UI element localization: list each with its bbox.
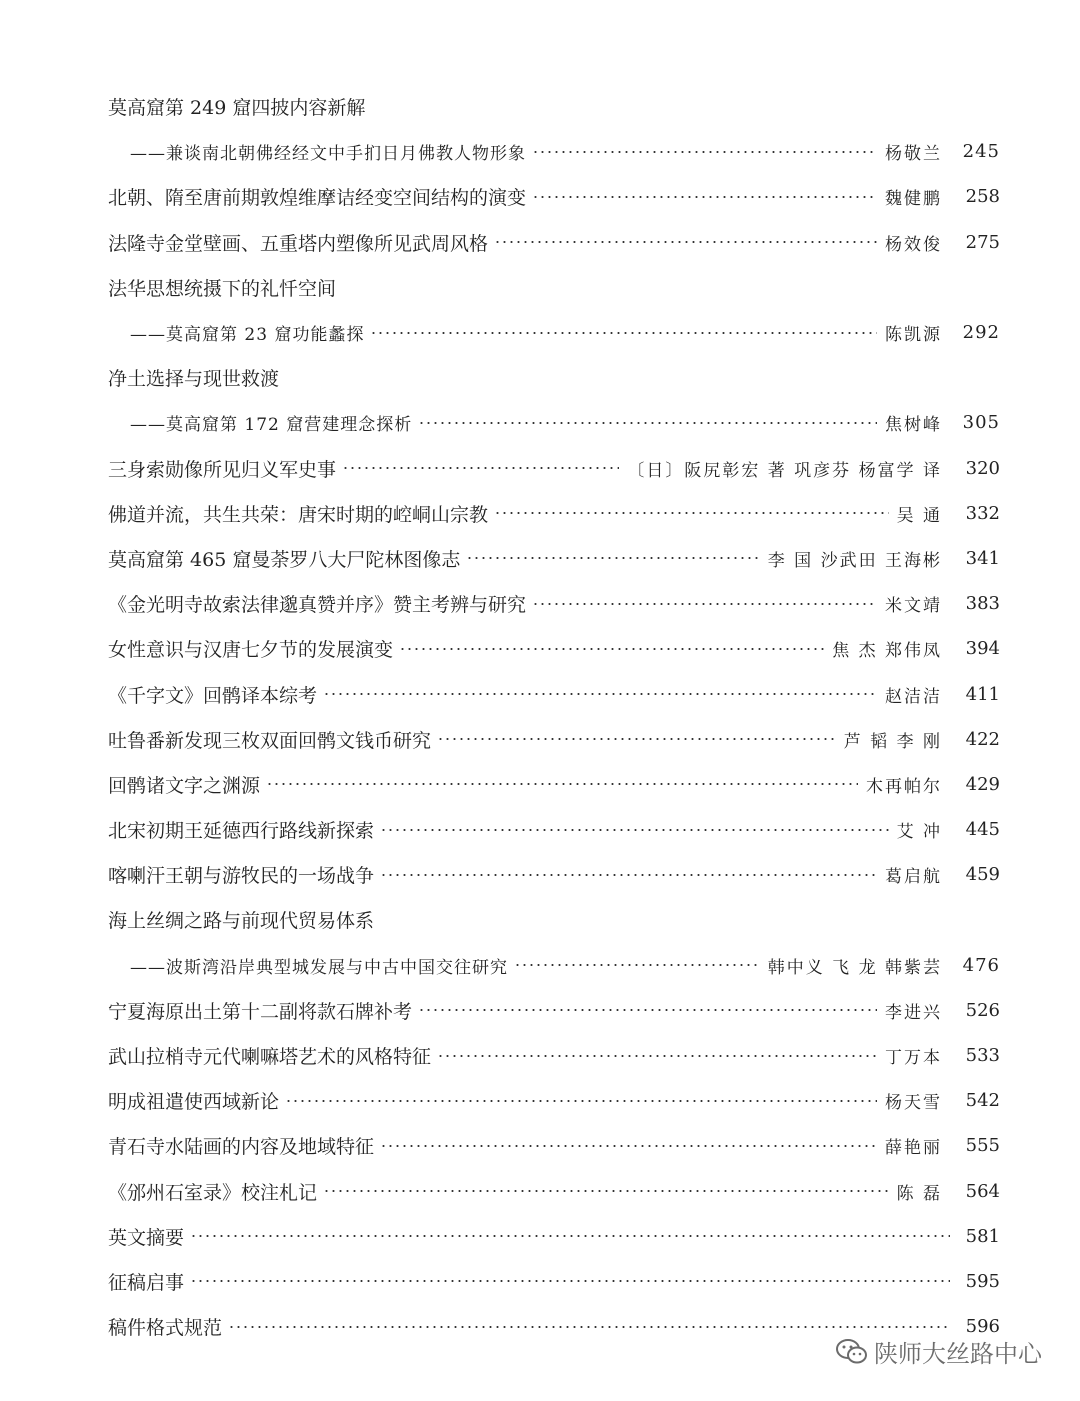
dot-leader: [514, 964, 760, 966]
dot-leader: [370, 332, 877, 334]
toc-author: 赵洁洁: [885, 686, 942, 707]
dot-leader: [532, 151, 877, 153]
toc-page-number: 526: [965, 999, 1000, 1021]
dot-leader: [323, 1190, 889, 1192]
toc-page-number: 341: [965, 547, 1000, 569]
toc-title: 稿件格式规范: [108, 1317, 223, 1340]
toc-entry: [108, 129, 1000, 174]
toc-title: 女性意识与汉唐七夕节的发展演变: [108, 639, 394, 662]
toc-title: 法华思想统摄下的礼忏空间: [108, 277, 337, 300]
toc-author: 焦树峰: [885, 415, 942, 436]
dot-leader: [399, 648, 824, 650]
toc-title: 明成祖遣使西域新论: [108, 1091, 280, 1114]
dot-leader: [380, 1145, 877, 1147]
toc-title: 净土选择与现世救渡: [108, 368, 280, 391]
toc-author: 米文靖: [885, 596, 942, 617]
toc-entry: [108, 852, 1000, 897]
toc-entry: [108, 1259, 1000, 1304]
toc-entry: [108, 1033, 1000, 1078]
toc-entry: [108, 491, 1000, 536]
toc-title: 莫高窟第 249 窟四披内容新解: [108, 97, 366, 120]
toc-page-number: 445: [965, 819, 1000, 841]
toc-entry: [108, 1214, 1000, 1259]
toc-page-number: 581: [965, 1225, 1000, 1247]
toc-entry: [108, 174, 1000, 219]
toc-heading: [108, 897, 1000, 942]
toc-heading: [108, 265, 1000, 310]
toc-page-number: 394: [965, 638, 1000, 660]
toc-entry: [108, 626, 1000, 671]
toc-title: ——兼谈南北朝佛经经文中手扪日月佛教人物形象: [130, 144, 526, 165]
toc-author: 韩中义 飞 龙 韩紫芸: [767, 957, 942, 978]
toc-title: 莫高窟第 465 窟曼荼罗八大尸陀林图像志: [108, 548, 461, 571]
toc-title: ——莫高窟第 23 窟功能蠡探: [130, 325, 365, 346]
toc-title: 回鹘诸文字之渊源: [108, 774, 261, 797]
toc-page-number: 305: [962, 412, 1000, 434]
toc-title: 青石寺水陆画的内容及地域特征: [108, 1136, 375, 1159]
toc-author: 葛启航: [885, 867, 942, 888]
dot-leader: [190, 1280, 950, 1282]
dot-leader: [323, 693, 877, 695]
dot-leader: [532, 603, 877, 605]
watermark-text: 陕师大丝路中心: [874, 1340, 1042, 1368]
toc-author: 〔日〕阪尻彰宏 著 巩彦芬 杨富学 译: [627, 460, 942, 481]
dot-leader: [494, 512, 889, 514]
toc-title: 《千字文》回鹘译本综考: [108, 684, 318, 707]
toc-page-number: 564: [965, 1180, 1000, 1202]
toc-title: 喀喇汗王朝与游牧民的一场战争: [108, 865, 375, 888]
toc-author: 薛艳丽: [885, 1138, 942, 1159]
toc-title: ——波斯湾沿岸典型城发展与中古中国交往研究: [130, 957, 508, 978]
table-of-contents: [108, 84, 1000, 1349]
dot-leader: [380, 829, 889, 831]
toc-author: 陈 磊: [896, 1183, 942, 1204]
watermark: [836, 1334, 1042, 1369]
toc-entry: [108, 807, 1000, 852]
toc-page-number: 533: [965, 1045, 1000, 1067]
toc-page-number: 275: [965, 231, 1000, 253]
dot-leader: [437, 1055, 877, 1057]
toc-author: 魏健鹏: [885, 189, 942, 210]
dot-leader: [532, 196, 877, 198]
toc-page-number: 332: [965, 502, 1000, 524]
toc-page-number: 258: [965, 186, 1000, 208]
toc-title: 三身索勋像所见归义军史事: [108, 458, 337, 481]
toc-entry: [108, 1123, 1000, 1168]
toc-page-number: 383: [965, 593, 1000, 615]
toc-author: 杨效俊: [885, 234, 942, 255]
toc-author: 吴 通: [896, 505, 942, 526]
toc-title: 海上丝绸之路与前现代贸易体系: [108, 910, 375, 933]
dot-leader: [266, 783, 858, 785]
toc-author: 李 国 沙武田 王海彬: [767, 550, 942, 571]
toc-author: 李进兴: [885, 1002, 942, 1023]
toc-entry: [108, 762, 1000, 807]
toc-author: 芦 韬 李 刚: [843, 731, 942, 752]
toc-page-number: 422: [965, 728, 1000, 750]
toc-title: 《邠州石室录》校注札记: [108, 1181, 318, 1204]
toc-author: 木再帕尔: [866, 776, 942, 797]
toc-title: 北朝、隋至唐前期敦煌维摩诘经变空间结构的演变: [108, 187, 527, 210]
toc-entry: [108, 220, 1000, 265]
dot-leader: [342, 467, 619, 469]
toc-entry: [108, 1169, 1000, 1214]
dot-leader: [418, 1009, 877, 1011]
toc-author: 丁万本: [885, 1048, 942, 1069]
toc-page-number: 595: [965, 1270, 1000, 1292]
toc-entry: [108, 446, 1000, 491]
toc-heading: [108, 355, 1000, 400]
toc-title: 《金光明寺故索法律邈真赞并序》赞主考辨与研究: [108, 594, 527, 617]
toc-author: 杨敬兰: [885, 144, 942, 165]
toc-author: 焦 杰 郑伟凤: [832, 641, 942, 662]
dot-leader: [466, 557, 759, 559]
toc-title: 武山拉梢寺元代喇嘛塔艺术的风格特征: [108, 1046, 432, 1069]
toc-entry: [108, 400, 1000, 445]
toc-page-number: 555: [965, 1135, 1000, 1157]
toc-page-number: 292: [962, 322, 1000, 344]
dot-leader: [380, 874, 877, 876]
toc-entry: [108, 1078, 1000, 1123]
toc-page-number: 476: [962, 954, 1000, 976]
toc-entry: [108, 581, 1000, 626]
toc-title: 法隆寺金堂壁画、五重塔内塑像所见武周风格: [108, 232, 489, 255]
toc-title: 英文摘要: [108, 1226, 185, 1249]
wechat-icon: [836, 1338, 868, 1366]
toc-title: 征稿启事: [108, 1271, 185, 1294]
toc-entry: [108, 671, 1000, 716]
dot-leader: [285, 1100, 877, 1102]
toc-page-number: 245: [962, 141, 1000, 163]
toc-title: 北宋初期王延德西行路线新探索: [108, 820, 375, 843]
toc-title: ——莫高窟第 172 窟营建理念探析: [130, 415, 413, 436]
toc-author: 陈凯源: [885, 325, 942, 346]
dot-leader: [190, 1235, 950, 1237]
dot-leader: [228, 1326, 950, 1328]
toc-title: 宁夏海原出土第十二副将款石牌补考: [108, 1000, 413, 1023]
toc-page-number: 429: [965, 773, 1000, 795]
toc-page-number: 459: [965, 864, 1000, 886]
toc-author: 杨天雪: [885, 1093, 942, 1114]
toc-entry: [108, 988, 1000, 1033]
toc-entry: [108, 536, 1000, 581]
dot-leader: [418, 422, 877, 424]
toc-entry: [108, 943, 1000, 988]
toc-entry: [108, 310, 1000, 355]
toc-page-number: 411: [965, 683, 1000, 705]
dot-leader: [494, 241, 877, 243]
toc-title: 佛道并流，共生共荣：唐宋时期的崆峒山宗教: [108, 503, 489, 526]
toc-page-number: 320: [965, 457, 1000, 479]
toc-page-number: 596: [965, 1316, 1000, 1338]
toc-page-number: 542: [965, 1090, 1000, 1112]
toc-author: 艾 冲: [896, 822, 942, 843]
dot-leader: [437, 738, 836, 740]
toc-title: 吐鲁番新发现三枚双面回鹘文钱币研究: [108, 729, 432, 752]
toc-heading: [108, 84, 1000, 129]
toc-entry: [108, 717, 1000, 762]
